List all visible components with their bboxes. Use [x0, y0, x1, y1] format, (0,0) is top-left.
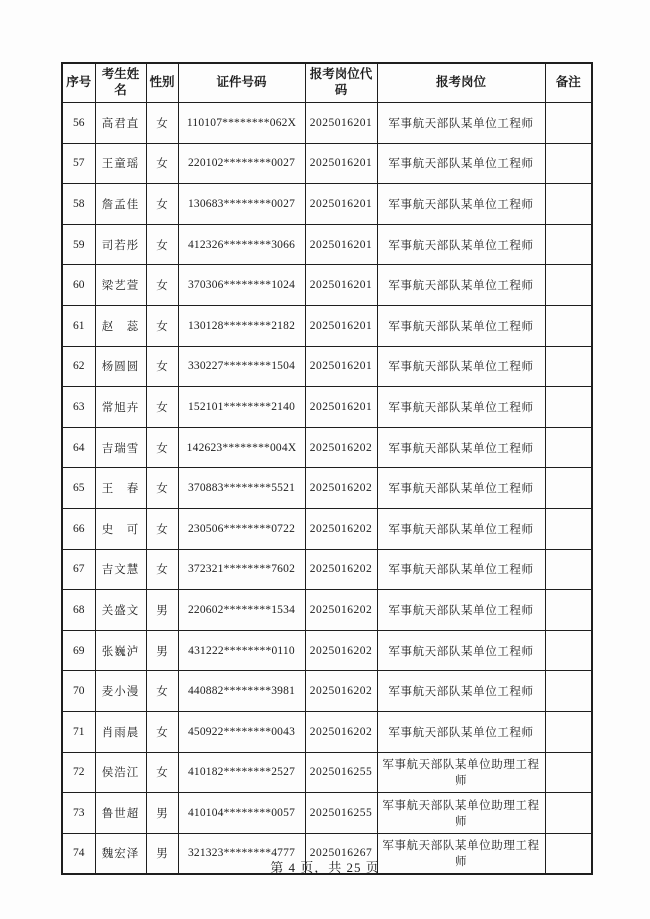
table-row [62, 752, 592, 793]
candidate-roster-table [61, 62, 593, 875]
table-row [62, 793, 592, 834]
cell-seq: 66 [62, 508, 95, 549]
page-number-footer: 第 4 页，共 25 页 [270, 860, 380, 875]
cell-candidate-name: 鲁世超 [95, 793, 146, 834]
cell-position-code: 2025016201 [305, 224, 377, 265]
cell-position: 军事航天部队某单位工程师 [377, 549, 545, 590]
cell-remark [545, 752, 592, 793]
cell-candidate-name: 关盛文 [95, 590, 146, 631]
table-row [62, 508, 592, 549]
cell-remark [545, 549, 592, 590]
cell-gender: 男 [146, 630, 178, 671]
cell-id-number: 370883********5521 [178, 468, 305, 509]
cell-candidate-name: 史 可 [95, 508, 146, 549]
cell-id-number: 412326********3066 [178, 224, 305, 265]
cell-gender: 男 [146, 793, 178, 834]
cell-position: 军事航天部队某单位助理工程师 [377, 752, 545, 793]
cell-remark [545, 427, 592, 468]
cell-remark [545, 590, 592, 631]
cell-candidate-name: 王童瑶 [95, 143, 146, 184]
cell-position-code: 2025016201 [305, 103, 377, 144]
table-row [62, 549, 592, 590]
cell-candidate-name: 王 春 [95, 468, 146, 509]
cell-seq: 60 [62, 265, 95, 306]
cell-seq: 74 [62, 833, 95, 874]
table-row [62, 103, 592, 144]
cell-position: 军事航天部队某单位工程师 [377, 590, 545, 631]
cell-seq: 65 [62, 468, 95, 509]
cell-seq: 62 [62, 346, 95, 387]
cell-position: 军事航天部队某单位工程师 [377, 346, 545, 387]
cell-position: 军事航天部队某单位工程师 [377, 468, 545, 509]
cell-gender: 女 [146, 224, 178, 265]
cell-gender: 女 [146, 549, 178, 590]
cell-id-number: 372321********7602 [178, 549, 305, 590]
cell-position: 军事航天部队某单位工程师 [377, 103, 545, 144]
cell-candidate-name: 常旭卉 [95, 387, 146, 428]
cell-seq: 69 [62, 630, 95, 671]
cell-remark [545, 711, 592, 752]
cell-position-code: 2025016201 [305, 305, 377, 346]
table-row [62, 630, 592, 671]
cell-gender: 女 [146, 671, 178, 712]
cell-remark [545, 224, 592, 265]
cell-position: 军事航天部队某单位工程师 [377, 630, 545, 671]
cell-remark [545, 468, 592, 509]
cell-gender: 男 [146, 590, 178, 631]
header-seq: 序号 [62, 63, 95, 103]
cell-position: 军事航天部队某单位工程师 [377, 143, 545, 184]
cell-gender: 女 [146, 427, 178, 468]
cell-remark [545, 387, 592, 428]
cell-gender: 女 [146, 387, 178, 428]
cell-position-code: 2025016202 [305, 590, 377, 631]
cell-gender: 女 [146, 184, 178, 225]
header-remark: 备注 [545, 63, 592, 103]
cell-position: 军事航天部队某单位工程师 [377, 711, 545, 752]
cell-position: 军事航天部队某单位工程师 [377, 184, 545, 225]
cell-position: 军事航天部队某单位工程师 [377, 305, 545, 346]
cell-gender: 女 [146, 143, 178, 184]
cell-position-code: 2025016267 [305, 833, 377, 874]
cell-id-number: 220102********0027 [178, 143, 305, 184]
table-row [62, 346, 592, 387]
cell-gender: 女 [146, 103, 178, 144]
table-row [62, 224, 592, 265]
cell-position-code: 2025016201 [305, 184, 377, 225]
header-id-number: 证件号码 [178, 63, 305, 103]
cell-id-number: 370306********1024 [178, 265, 305, 306]
cell-seq: 61 [62, 305, 95, 346]
cell-candidate-name: 司若彤 [95, 224, 146, 265]
table-row [62, 305, 592, 346]
cell-position-code: 2025016201 [305, 346, 377, 387]
cell-candidate-name: 杨圆圆 [95, 346, 146, 387]
cell-remark [545, 184, 592, 225]
cell-position-code: 2025016201 [305, 143, 377, 184]
cell-candidate-name: 麦小漫 [95, 671, 146, 712]
header-candidate-name: 考生姓名 [95, 63, 146, 103]
cell-position: 军事航天部队某单位工程师 [377, 387, 545, 428]
cell-gender: 男 [146, 833, 178, 874]
cell-seq: 71 [62, 711, 95, 752]
table-row [62, 671, 592, 712]
cell-candidate-name: 吉瑞雪 [95, 427, 146, 468]
cell-position-code: 2025016202 [305, 671, 377, 712]
cell-gender: 女 [146, 305, 178, 346]
table-row [62, 143, 592, 184]
cell-candidate-name: 梁艺萱 [95, 265, 146, 306]
cell-position-code: 2025016255 [305, 752, 377, 793]
cell-remark [545, 793, 592, 834]
cell-id-number: 410104********0057 [178, 793, 305, 834]
cell-position: 军事航天部队某单位助理工程师 [377, 793, 545, 834]
cell-seq: 67 [62, 549, 95, 590]
cell-seq: 73 [62, 793, 95, 834]
cell-remark [545, 143, 592, 184]
cell-seq: 57 [62, 143, 95, 184]
table-row [62, 427, 592, 468]
table-row [62, 468, 592, 509]
table-row [62, 590, 592, 631]
cell-id-number: 450922********0043 [178, 711, 305, 752]
table-row [62, 184, 592, 225]
cell-remark [545, 508, 592, 549]
cell-remark [545, 103, 592, 144]
cell-remark [545, 305, 592, 346]
cell-position: 军事航天部队某单位工程师 [377, 671, 545, 712]
cell-candidate-name: 赵 蕊 [95, 305, 146, 346]
cell-position-code: 2025016255 [305, 793, 377, 834]
cell-seq: 64 [62, 427, 95, 468]
cell-candidate-name: 张巍泸 [95, 630, 146, 671]
cell-gender: 女 [146, 265, 178, 306]
table-header-row [62, 63, 592, 103]
cell-id-number: 440882********3981 [178, 671, 305, 712]
cell-id-number: 110107********062X [178, 103, 305, 144]
cell-seq: 58 [62, 184, 95, 225]
cell-remark [545, 671, 592, 712]
cell-position: 军事航天部队某单位工程师 [377, 508, 545, 549]
cell-seq: 59 [62, 224, 95, 265]
cell-seq: 68 [62, 590, 95, 631]
cell-gender: 女 [146, 711, 178, 752]
cell-seq: 70 [62, 671, 95, 712]
cell-id-number: 230506********0722 [178, 508, 305, 549]
cell-position: 军事航天部队某单位工程师 [377, 265, 545, 306]
cell-remark [545, 346, 592, 387]
cell-seq: 56 [62, 103, 95, 144]
header-position-code: 报考岗位代码 [305, 63, 377, 103]
cell-seq: 63 [62, 387, 95, 428]
cell-position-code: 2025016201 [305, 387, 377, 428]
cell-candidate-name: 吉文慧 [95, 549, 146, 590]
cell-id-number: 220602********1534 [178, 590, 305, 631]
cell-gender: 女 [146, 508, 178, 549]
cell-candidate-name: 魏宏泽 [95, 833, 146, 874]
cell-position: 军事航天部队某单位工程师 [377, 224, 545, 265]
cell-remark [545, 630, 592, 671]
cell-candidate-name: 肖雨晨 [95, 711, 146, 752]
table-row [62, 265, 592, 306]
table-body [62, 103, 592, 875]
table-row [62, 387, 592, 428]
cell-position-code: 2025016202 [305, 630, 377, 671]
cell-id-number: 410182********2527 [178, 752, 305, 793]
cell-position-code: 2025016202 [305, 711, 377, 752]
cell-position-code: 2025016201 [305, 265, 377, 306]
cell-gender: 女 [146, 346, 178, 387]
cell-position: 军事航天部队某单位助理工程师 [377, 833, 545, 874]
cell-gender: 女 [146, 468, 178, 509]
cell-gender: 女 [146, 752, 178, 793]
cell-position-code: 2025016202 [305, 468, 377, 509]
table-row [62, 711, 592, 752]
cell-seq: 72 [62, 752, 95, 793]
cell-position-code: 2025016202 [305, 549, 377, 590]
cell-id-number: 321323********4777 [178, 833, 305, 874]
header-position: 报考岗位 [377, 63, 545, 103]
cell-position: 军事航天部队某单位工程师 [377, 427, 545, 468]
cell-candidate-name: 高君直 [95, 103, 146, 144]
cell-id-number: 130683********0027 [178, 184, 305, 225]
cell-id-number: 152101********2140 [178, 387, 305, 428]
cell-id-number: 431222********0110 [178, 630, 305, 671]
cell-position-code: 2025016202 [305, 508, 377, 549]
cell-candidate-name: 詹孟佳 [95, 184, 146, 225]
cell-position-code: 2025016202 [305, 427, 377, 468]
cell-id-number: 130128********2182 [178, 305, 305, 346]
cell-candidate-name: 侯浩江 [95, 752, 146, 793]
header-gender: 性别 [146, 63, 178, 103]
cell-id-number: 330227********1504 [178, 346, 305, 387]
cell-id-number: 142623********004X [178, 427, 305, 468]
cell-remark [545, 265, 592, 306]
